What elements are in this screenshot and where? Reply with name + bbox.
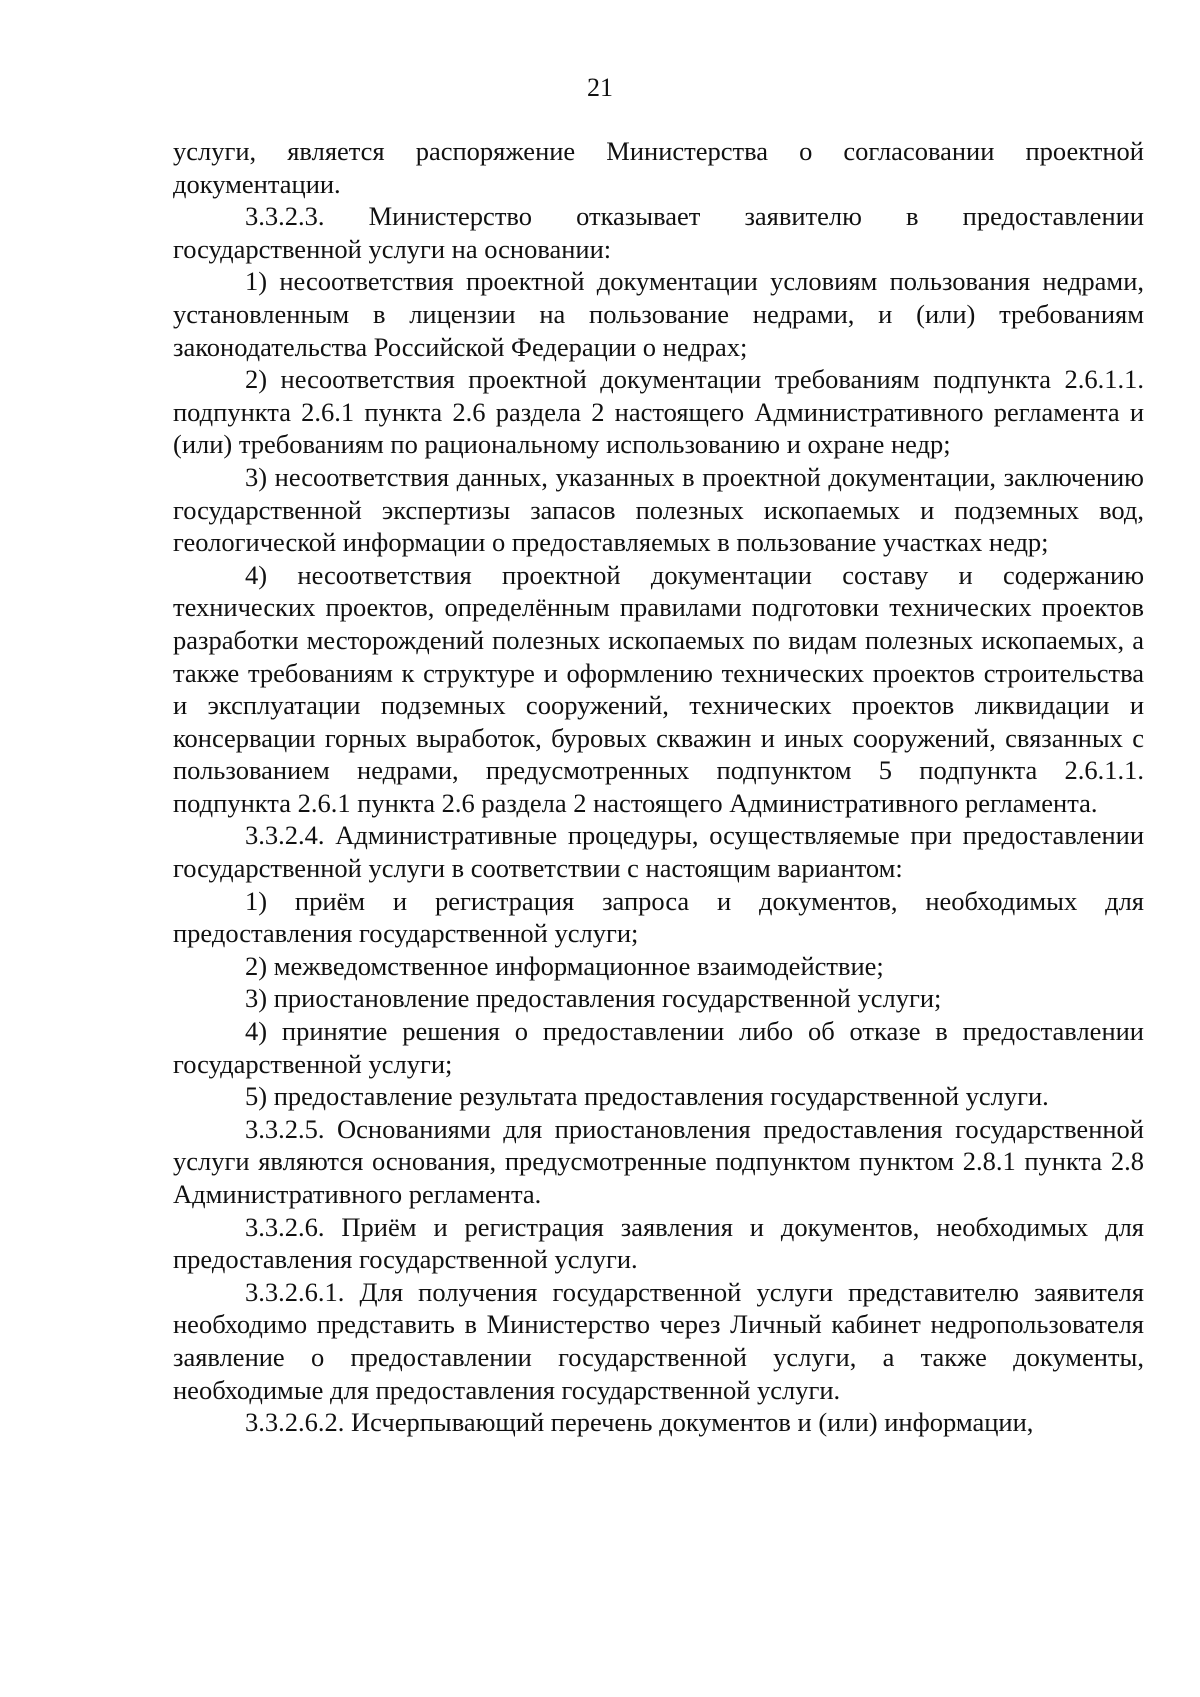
document-body [173,135,1144,1439]
paragraph-3-3-2-3: 3.3.2.3. Министерство отказывает заявителю в предоставлении государственной услуги на основании: [173,201,1144,264]
paragraph-3-3-2-6: 3.3.2.6. Приём и регистрация заявления и документов, необходимых для предоставления государственной услуги. [173,1211,1144,1275]
list-item: 4) принятие решения о предоставлении либо об отказе в предоставлении государственной услуги; [173,1016,1144,1079]
page-number: 21 [587,73,613,102]
paragraph-3-3-2-5: 3.3.2.5. Основаниями для приостановления предоставления государственной услуги являются основания, предусмотренные подпунктом пунктом 2.8.1 пункта 2.8 Административного регламента. [173,1113,1144,1209]
list-item: 5) предоставление результата предоставления государственной услуги. [245,1081,1049,1112]
list-item: 3) несоответствия данных, указанных в проектной документации, заключению государственной экспертизы запасов полезных ископаемых и подземных вод, геологической информации о предоставляемых в пользование участках недр; [173,461,1144,558]
paragraph-3-3-2-4: 3.3.2.4. Административные процедуры, осуществляемые при предоставлении государственной услуги в соответствии с настоящим вариантом: [173,820,1144,884]
paragraph-continuation: услуги, является распоряжение Министерства о согласовании проектной документации. [173,136,1144,199]
list-item: 2) несоответствия проектной документации требованиям подпункта 2.6.1.1. подпункта 2.6.1 пункта 2.6 раздела 2 настоящего Административного регламента и (или) требованиям по рациональному использованию и охране недр; [173,364,1144,460]
list-item: 3) приостановление предоставления государственной услуги; [245,983,942,1014]
list-item: 1) приём и регистрация запроса и документов, необходимых для предоставления государственной услуги; [173,885,1144,949]
list-item: 4) несоответствия проектной документации составу и содержанию технических проектов, определённым правилами подготовки технических проектов разработки месторождений полезных ископаемых по видам полезных ископаемых, а также требованиям к структуре и оформлению технических проектов строительства и эксплуатации подземных сооружений, технических проектов ликвидации и консервации горных выработок, буровых скважин и иных сооружений, связанных с пользованием недрами, предусмотренных подпунктом 5 подпункта 2.6.1.1. подпункта 2.6.1 пункта 2.6 раздела 2 настоящего Административного регламента. [173,559,1144,818]
list-item: 2) межведомственное информационное взаимодействие; [245,950,884,981]
list-item: 1) несоответствия проектной документации условиям пользования недрами, установленным в лицензии на пользование недрами, и (или) требованиям законодательства Российской Федерации о недрах; [173,266,1144,362]
paragraph-3-3-2-6-2: 3.3.2.6.2. Исчерпывающий перечень документов и (или) информации, [245,1407,1034,1438]
paragraph-3-3-2-6-1: 3.3.2.6.1. Для получения государственной услуги представителю заявителя необходимо представить в Министерство через Личный кабинет недропользователя заявление о предоставлении государственной услуги, а также документы, необходимые для предоставления государственной услуги. [173,1276,1144,1405]
